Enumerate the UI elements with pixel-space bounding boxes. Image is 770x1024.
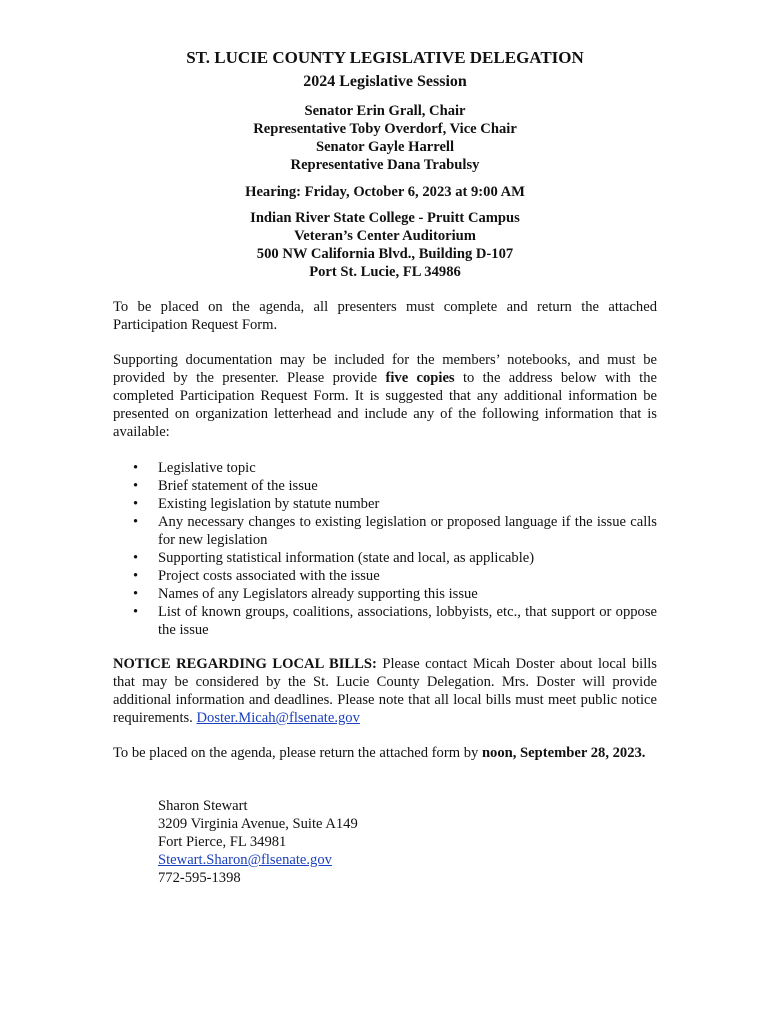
list-item-text: List of known groups, coalitions, associations, lobbyists, etc., that support or oppose the issue <box>158 604 657 638</box>
list-item-text: Supporting statistical information (state and local, as applicable) <box>158 550 535 566</box>
bullet-icon: • <box>133 478 139 494</box>
venue-auditorium: Veteran’s Center Auditorium <box>294 228 476 244</box>
contact-phone: 772-595-1398 <box>158 870 241 886</box>
list-item-text: Project costs associated with the issue <box>158 568 380 584</box>
list-item-text: Names of any Legislators already supporting this issue <box>158 586 478 602</box>
member-senator: Senator Gayle Harrell <box>315 139 455 155</box>
venue-campus: Indian River State College - Pruitt Campus <box>250 210 520 226</box>
hearing-date: Hearing: Friday, October 6, 2023 at 9:00 AM <box>245 184 525 200</box>
documentation-paragraph <box>113 351 657 441</box>
venue-street: 500 NW California Blvd., Building D-107 <box>256 246 514 262</box>
doster-email-link[interactable]: Doster.Micah@flsenate.gov <box>196 710 360 726</box>
documentation-text-end: to the address below with the completed Participation Request Form. It is suggested that any additional information be presented on organization letterhead and include any of the following information that is available: <box>113 370 657 440</box>
list-item <box>113 585 657 603</box>
contact-address <box>158 797 358 887</box>
list-item-text: Brief statement of the issue <box>158 478 318 494</box>
list-item <box>113 477 657 495</box>
member-chair: Senator Erin Grall, Chair <box>304 103 466 119</box>
bullet-icon: • <box>133 586 139 602</box>
list-item <box>113 603 657 639</box>
agenda-instructions: To be placed on the agenda, all presenters must complete and return the attached Participation Request Form. <box>113 299 657 333</box>
bullet-icon: • <box>133 514 139 530</box>
deadline-text: To be placed on the agenda, please return the attached form by <box>113 745 482 761</box>
information-list <box>113 459 657 639</box>
delegation-members <box>0 102 770 174</box>
list-item <box>113 495 657 513</box>
list-item <box>113 567 657 585</box>
list-item-text: Any necessary changes to existing legislation or proposed language if the issue calls for new legislation <box>158 514 657 548</box>
member-representative: Representative Dana Trabulsy <box>290 157 480 173</box>
notice-label: NOTICE REGARDING LOCAL BILLS: <box>113 656 377 672</box>
document-title: ST. LUCIE COUNTY LEGISLATIVE DELEGATION <box>186 48 584 67</box>
contact-city: Fort Pierce, FL 34981 <box>158 834 287 850</box>
venue-city: Port St. Lucie, FL 34986 <box>309 264 461 280</box>
bullet-icon: • <box>133 568 139 584</box>
contact-name: Sharon Stewart <box>158 798 248 814</box>
bullet-icon: • <box>133 550 139 566</box>
session-title: 2024 Legislative Session <box>303 73 467 90</box>
notice-text: Please contact Micah Doster about local bills that may be considered by the St. Lucie County Delegation. Mrs. Doster will provide additional information and deadlines. Please note that all local bills must meet public notice requirements. <box>113 656 657 726</box>
documentation-text-start: Supporting documentation may be included for the members’ notebooks, and must be provided by the presenter. Please provide <box>113 352 657 386</box>
list-item-text: Existing legislation by statute number <box>158 496 380 512</box>
list-item <box>113 459 657 477</box>
hearing-venue <box>0 209 770 281</box>
list-item-text: Legislative topic <box>158 460 256 476</box>
deadline-date: noon, September 28, 2023. <box>481 745 646 761</box>
list-item <box>113 513 657 549</box>
member-vice-chair: Representative Toby Overdorf, Vice Chair <box>253 121 517 137</box>
bullet-icon: • <box>133 460 139 476</box>
five-copies-emphasis: five copies <box>385 370 455 386</box>
bullet-icon: • <box>133 604 139 620</box>
stewart-email-link[interactable]: Stewart.Sharon@flsenate.gov <box>158 852 332 868</box>
bullet-icon: • <box>133 496 139 512</box>
deadline-paragraph <box>113 744 657 762</box>
contact-street: 3209 Virginia Avenue, Suite A149 <box>158 816 358 832</box>
list-item <box>113 549 657 567</box>
local-bills-notice <box>113 655 657 727</box>
